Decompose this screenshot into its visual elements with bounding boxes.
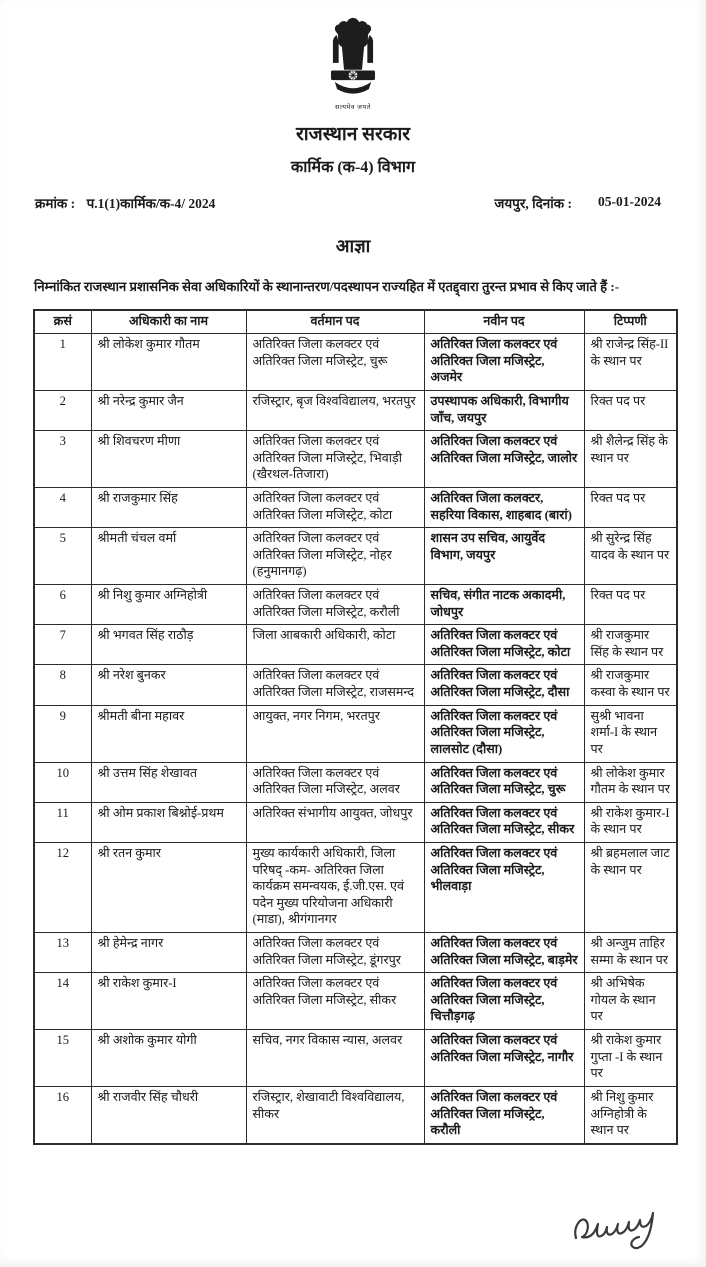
cell-current-post: मुख्य कार्यकारी अधिकारी, जिला परिषद् -कम- अतिरिक्त जिला कार्यक्रम समन्वयक, ई.जी.एस. एवं पदेन मुख्य परियोजना अधिकारी (माडा), श्रीगंगानगर — [246, 842, 424, 932]
cell-serial: 5 — [34, 528, 91, 585]
cell-new-post: अतिरिक्त जिला कलक्टर एवं अतिरिक्त जिला मजिस्ट्रेट, अजमेर — [424, 334, 584, 391]
handwritten-signature — [570, 1200, 666, 1261]
table-row — [34, 665, 677, 705]
table-row — [34, 488, 677, 528]
cell-serial: 10 — [34, 762, 91, 802]
cell-serial: 15 — [34, 1030, 91, 1087]
table-row — [34, 1030, 677, 1087]
order-title: आज्ञा — [335, 235, 371, 256]
cell-remarks: श्री शैलेन्द्र सिंह के स्थान पर — [584, 431, 677, 488]
cell-remarks: श्री राकेश कुमार गुप्ता -I के स्थान पर — [584, 1030, 677, 1087]
cell-remarks: रिक्त पद पर — [584, 390, 677, 430]
emblem-of-india-icon — [324, 16, 382, 104]
table-row — [34, 973, 677, 1030]
cell-new-post: अतिरिक्त जिला कलक्टर एवं अतिरिक्त जिला मजिस्ट्रेट, नागौर — [424, 1030, 584, 1087]
cell-current-post: अतिरिक्त जिला कलक्टर एवं अतिरिक्त जिला मजिस्ट्रेट, करौली — [246, 585, 424, 625]
cell-officer-name: श्री भगवत सिंह राठौड़ — [91, 625, 246, 665]
table-row — [34, 625, 677, 665]
cell-officer-name: श्री लोकेश कुमार गौतम — [91, 334, 246, 391]
cell-officer-name: श्री राजवीर सिंह चौधरी — [91, 1086, 246, 1143]
cell-officer-name: श्री नरेश बुनकर — [91, 665, 246, 705]
cell-serial: 9 — [34, 705, 91, 762]
order-date: 05-01-2024 — [598, 193, 661, 209]
reference-number-value: प.1(1)कार्मिक/क-4/ 2024 — [86, 195, 216, 211]
reference-row — [35, 194, 671, 212]
cell-serial: 1 — [34, 334, 91, 391]
cell-officer-name: श्री शिवचरण मीणा — [91, 431, 246, 488]
cell-current-post: आयुक्त, नगर निगम, भरतपुर — [246, 705, 424, 762]
cell-officer-name: श्री नरेन्द्र कुमार जैन — [91, 390, 246, 430]
header-remarks: टिप्पणी — [584, 310, 677, 334]
cell-remarks: रिक्त पद पर — [584, 585, 677, 625]
header-officer-name: अधिकारी का नाम — [91, 310, 246, 334]
cell-remarks: रिक्त पद पर — [584, 488, 677, 528]
cell-current-post: अतिरिक्त जिला कलक्टर एवं अतिरिक्त जिला मजिस्ट्रेट, डूंगरपुर — [246, 933, 424, 973]
cell-current-post: जिला आबकारी अधिकारी, कोटा — [246, 625, 424, 665]
department-title: कार्मिक (क-4) विभाग — [290, 158, 416, 176]
cell-new-post: अतिरिक्त जिला कलक्टर एवं अतिरिक्त जिला मजिस्ट्रेट, चुरू — [424, 762, 584, 802]
government-title: राजस्थान सरकार — [295, 123, 411, 145]
cell-officer-name: श्रीमती चंचल वर्मा — [91, 528, 246, 585]
cell-serial: 6 — [34, 585, 91, 625]
cell-current-post: रजिस्ट्रार, शेखावाटी विश्वविद्यालय, सीकर — [246, 1086, 424, 1143]
reference-number-label: क्रमांक : — [35, 195, 76, 211]
cell-officer-name: श्री ओम प्रकाश बिश्नोई-प्रथम — [91, 802, 246, 842]
cell-current-post: सचिव, नगर विकास न्यास, अलवर — [246, 1030, 424, 1087]
cell-new-post: उपस्थापक अधिकारी, विभागीय जाँच, जयपुर — [424, 390, 584, 430]
header-new-post: नवीन पद — [424, 310, 584, 334]
cell-officer-name: श्री राजकुमार सिंह — [91, 488, 246, 528]
cell-current-post: अतिरिक्त जिला कलक्टर एवं अतिरिक्त जिला मजिस्ट्रेट, कोटा — [246, 488, 424, 528]
cell-serial: 3 — [34, 431, 91, 488]
cell-new-post: अतिरिक्त जिला कलक्टर एवं अतिरिक्त जिला मजिस्ट्रेट, लालसोट (दौसा) — [424, 705, 584, 762]
emblem-block — [0, 16, 706, 112]
cell-current-post: अतिरिक्त जिला कलक्टर एवं अतिरिक्त जिला मजिस्ट्रेट, राजसमन्द — [246, 665, 424, 705]
cell-new-post: अतिरिक्त जिला कलक्टर, सहरिया विकास, शाहबाद (बारां) — [424, 488, 584, 528]
table-row — [34, 528, 677, 585]
table-row — [34, 705, 677, 762]
cell-serial: 4 — [34, 488, 91, 528]
cell-officer-name: श्री अशोक कुमार योगी — [91, 1030, 246, 1087]
cell-serial: 14 — [34, 973, 91, 1030]
table-row — [34, 390, 677, 430]
cell-remarks: श्री अभिषेक गोयल के स्थान पर — [584, 973, 677, 1030]
cell-current-post: अतिरिक्त संभागीय आयुक्त, जोधपुर — [246, 802, 424, 842]
cell-officer-name: श्री रतन कुमार — [91, 842, 246, 932]
cell-remarks: श्री सुरेन्द्र सिंह यादव के स्थान पर — [584, 528, 677, 585]
reference-number-block — [35, 194, 215, 212]
cell-remarks: श्री राजकुमार कस्वा के स्थान पर — [584, 665, 677, 705]
cell-serial: 16 — [34, 1086, 91, 1143]
place-date-block — [494, 194, 671, 212]
table-row — [34, 334, 677, 391]
intro-paragraph: निम्नांकित राजस्थान प्रशासनिक सेवा अधिकारियों के स्थानान्तरण/पदस्थापन राज्यहित में एतद्द्वारा तुरन्त प्रभाव से किए जाते हैं :- — [34, 278, 620, 294]
cell-new-post: सचिव, संगीत नाटक अकादमी, जोधपुर — [424, 585, 584, 625]
cell-serial: 7 — [34, 625, 91, 665]
table-row — [34, 933, 677, 973]
cell-officer-name: श्रीमती बीना महावर — [91, 705, 246, 762]
cell-officer-name: श्री राकेश कुमार-I — [91, 973, 246, 1030]
cell-remarks: श्री निशु कुमार अग्निहोत्री के स्थान पर — [584, 1086, 677, 1143]
cell-new-post: शासन उप सचिव, आयुर्वेद विभाग, जयपुर — [424, 528, 584, 585]
cell-serial: 8 — [34, 665, 91, 705]
emblem-caption: सत्यमेव जयते — [335, 104, 371, 111]
cell-officer-name: श्री उत्तम सिंह शेखावत — [91, 762, 246, 802]
cell-new-post: अतिरिक्त जिला कलक्टर एवं अतिरिक्त जिला मजिस्ट्रेट, भीलवाड़ा — [424, 842, 584, 932]
table-row — [34, 585, 677, 625]
cell-new-post: अतिरिक्त जिला कलक्टर एवं अतिरिक्त जिला मजिस्ट्रेट, सीकर — [424, 802, 584, 842]
cell-serial: 13 — [34, 933, 91, 973]
cell-current-post: रजिस्ट्रार, बृज विश्वविद्यालय, भरतपुर — [246, 390, 424, 430]
table-row — [34, 762, 677, 802]
cell-new-post: अतिरिक्त जिला कलक्टर एवं अतिरिक्त जिला मजिस्ट्रेट, दौसा — [424, 665, 584, 705]
cell-serial: 12 — [34, 842, 91, 932]
document-header — [0, 0, 706, 177]
cell-new-post: अतिरिक्त जिला कलक्टर एवं अतिरिक्त जिला मजिस्ट्रेट, जालोर — [424, 431, 584, 488]
cell-officer-name: श्री निशु कुमार अग्निहोत्री — [91, 585, 246, 625]
place-date-label: जयपुर, दिनांक : — [494, 195, 572, 211]
table-row — [34, 1086, 677, 1143]
cell-new-post: अतिरिक्त जिला कलक्टर एवं अतिरिक्त जिला मजिस्ट्रेट, बाड़मेर — [424, 933, 584, 973]
cell-remarks: श्री राजकुमार सिंह के स्थान पर — [584, 625, 677, 665]
cell-remarks: सुश्री भावना शर्मा-I के स्थान पर — [584, 705, 677, 762]
cell-current-post: अतिरिक्त जिला कलक्टर एवं अतिरिक्त जिला मजिस्ट्रेट, सीकर — [246, 973, 424, 1030]
cell-current-post: अतिरिक्त जिला कलक्टर एवं अतिरिक्त जिला मजिस्ट्रेट, नोहर (हनुमानगढ़) — [246, 528, 424, 585]
cell-remarks: श्री ब्रहमलाल जाट के स्थान पर — [584, 842, 677, 932]
cell-serial: 11 — [34, 802, 91, 842]
cell-serial: 2 — [34, 390, 91, 430]
transfer-order-table — [33, 309, 678, 1145]
table-header-row — [34, 310, 677, 334]
table-row — [34, 431, 677, 488]
cell-current-post: अतिरिक्त जिला कलक्टर एवं अतिरिक्त जिला मजिस्ट्रेट, भिवाड़ी (खैरथल-तिजारा) — [246, 431, 424, 488]
header-serial: क्रसं — [34, 310, 91, 334]
cell-remarks: श्री राजेन्द्र सिंह-II के स्थान पर — [584, 334, 677, 391]
table-row — [34, 842, 677, 932]
table-row — [34, 802, 677, 842]
cell-new-post: अतिरिक्त जिला कलक्टर एवं अतिरिक्त जिला मजिस्ट्रेट, कोटा — [424, 625, 584, 665]
cell-remarks: श्री लोकेश कुमार गौतम के स्थान पर — [584, 762, 677, 802]
cell-remarks: श्री अन्जुम ताहिर सम्मा के स्थान पर — [584, 933, 677, 973]
cell-new-post: अतिरिक्त जिला कलक्टर एवं अतिरिक्त जिला मजिस्ट्रेट, चित्तौड़गढ़ — [424, 973, 584, 1030]
cell-new-post: अतिरिक्त जिला कलक्टर एवं अतिरिक्त जिला मजिस्ट्रेट, करौली — [424, 1086, 584, 1143]
cell-remarks: श्री राकेश कुमार-I के स्थान पर — [584, 802, 677, 842]
cell-officer-name: श्री हेमेन्द्र नागर — [91, 933, 246, 973]
cell-current-post: अतिरिक्त जिला कलक्टर एवं अतिरिक्त जिला मजिस्ट्रेट, चुरू — [246, 334, 424, 391]
header-current-post: वर्तमान पद — [246, 310, 424, 334]
cell-current-post: अतिरिक्त जिला कलक्टर एवं अतिरिक्त जिला मजिस्ट्रेट, अलवर — [246, 762, 424, 802]
